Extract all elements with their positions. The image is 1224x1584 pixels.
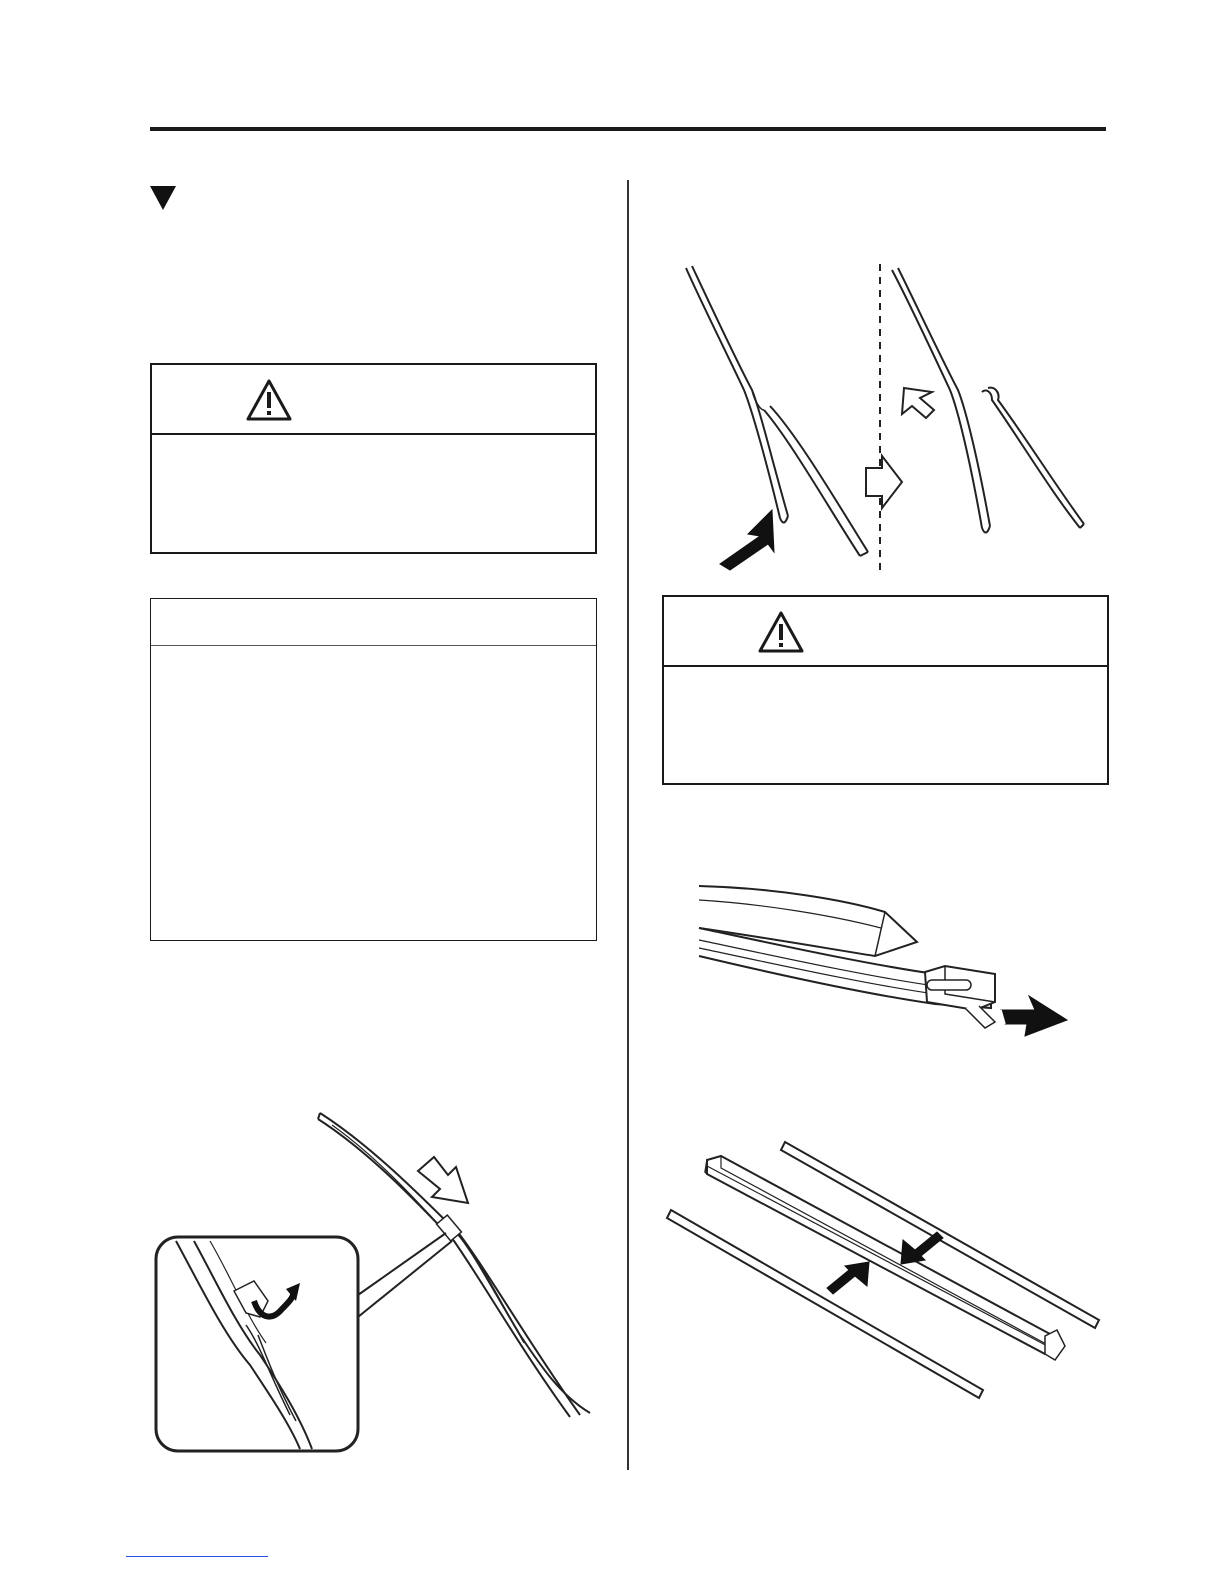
arrow-up-left-icon — [902, 388, 934, 418]
arrow-down-left-icon — [720, 510, 774, 570]
note-box-header — [151, 645, 596, 646]
note-box — [150, 598, 597, 941]
wiper-blade-removal-figure — [680, 260, 1100, 580]
arrow-right-icon — [866, 456, 902, 508]
rubber-slide-out-figure — [695, 878, 1085, 1048]
arrow-left-icon — [901, 1232, 943, 1264]
detail-inset — [156, 1237, 358, 1451]
metal-strips-figure — [665, 1140, 1105, 1400]
arrow-right-icon — [1001, 996, 1067, 1036]
warning-box-left — [150, 363, 597, 554]
warning-box-header — [152, 365, 595, 435]
warning-triangle-icon — [757, 610, 805, 654]
warning-box-right — [662, 595, 1109, 785]
footer-link-underline[interactable] — [126, 1556, 268, 1557]
triangle-down-icon — [150, 186, 176, 210]
arrow-icon — [418, 1157, 468, 1203]
column-divider — [627, 180, 629, 1470]
warning-triangle-icon — [245, 378, 293, 422]
header-rule — [150, 127, 1106, 131]
wiper-arm-release-figure — [150, 1105, 600, 1465]
warning-box-header — [664, 597, 1107, 667]
arrow-right-icon — [827, 1262, 869, 1294]
